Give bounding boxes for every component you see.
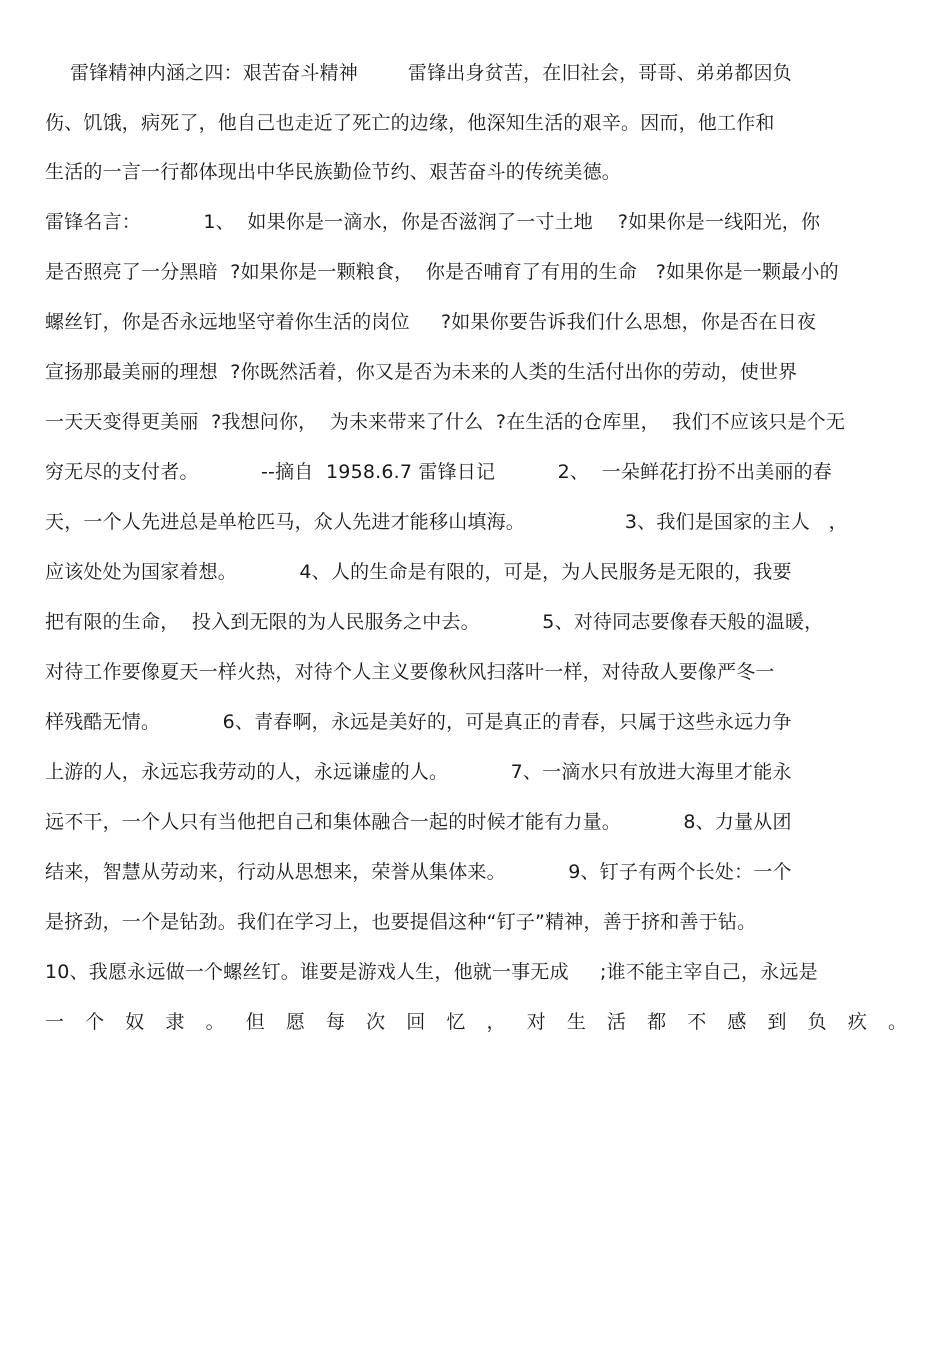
text-char: 不 [687, 1011, 707, 1033]
text-char: 奴 [125, 1011, 145, 1033]
text-char: 但 [245, 1011, 265, 1033]
text-line: 穷无尽的支付者。 --摘自 1958.6.7 雷锋日记 2、 一朵鲜花打扮不出美丽的春 [45, 461, 832, 483]
text-line: 是否照亮了一分黑暗 ?如果你是一颗粮食， 你是否哺育了有用的生命 ?如果你是一颗最小的 [45, 261, 839, 283]
text-line: 结来，智慧从劳动来，行动从思想来，荣誉从集体来。 9、钉子有两个长处：一个 [45, 861, 792, 883]
text-char: 忆 [446, 1011, 466, 1033]
text-line: 伤、饥饿，病死了，他自己也走近了死亡的边缘，他深知生活的艰辛。因而，他工作和 [45, 112, 775, 134]
text-char: 一 [45, 1011, 65, 1033]
text-char: 愿 [285, 1011, 305, 1033]
text-char: 疚 [847, 1011, 867, 1033]
text-char: 生 [566, 1011, 586, 1033]
text-line: 雷锋名言： 1、 如果你是一滴水，你是否滋润了一寸土地 ?如果你是一线阳光，你 [45, 211, 821, 233]
text-char: 到 [767, 1011, 787, 1033]
text-line: 10、我愿永远做一个螺丝钉。谁要是游戏人生，他就一事无成 ;谁不能主宰自己，永远是 [45, 961, 818, 983]
text-char: 回 [406, 1011, 426, 1033]
text-char: 负 [807, 1011, 827, 1033]
text-char: 。 [205, 1011, 225, 1033]
text-line: 样残酷无情。 6、青春啊，永远是美好的，可是真正的青春，只属于这些永远力争 [45, 711, 792, 733]
text-char: 次 [366, 1011, 386, 1033]
text-line: 宣扬那最美丽的理想 ?你既然活着，你又是否为未来的人类的生活付出你的劳动，使世界 [45, 361, 798, 383]
text-line: 把有限的生命， 投入到无限的为人民服务之中去。 5、对待同志要像春天般的温暖， [45, 611, 824, 633]
text-line: 一天天变得更美丽 ?我想问你， 为未来带来了什么 ?在生活的仓库里， 我们不应该只是个无 [45, 411, 846, 433]
text-char: 隶 [165, 1011, 185, 1033]
text-char: 。 [887, 1011, 907, 1033]
text-line: 螺丝钉，你是否永远地坚守着你生活的岗位 ?如果你要告诉我们什么思想，你是否在日夜 [45, 311, 817, 333]
text-char: 都 [647, 1011, 667, 1033]
text-line: 天，一个人先进总是单枪匹马，众人先进才能移山填海。 3、我们是国家的主人 ， [45, 511, 848, 533]
text-line: 应该处处为国家着想。 4、人的生命是有限的，可是，为人民服务是无限的，我要 [45, 561, 792, 583]
text-line: 对待工作要像夏天一样火热，对待个人主义要像秋风扫落叶一样，对待敌人要像严冬一 [45, 661, 775, 683]
text-char: 对 [526, 1011, 546, 1033]
text-line: 上游的人，永远忘我劳动的人，永远谦虚的人。 7、一滴水只有放进大海里才能永 [45, 761, 792, 783]
text-line: 生活的一言一行都体现出中华民族勤俭节约、艰苦奋斗的传统美德。 [45, 161, 622, 183]
text-char: 个 [85, 1011, 105, 1033]
text-line: 远不干，一个人只有当他把自己和集体融合一起的时候才能有力量。 8、力量从团 [45, 811, 792, 833]
text-line: 雷锋精神内涵之四：艰苦奋斗精神 雷锋出身贫苦，在旧社会，哥哥、弟弟都因负 [45, 62, 792, 84]
text-char: 感 [727, 1011, 747, 1033]
text-char: ， [486, 1011, 506, 1033]
text-line-justified [45, 1010, 907, 1034]
text-char: 活 [606, 1011, 626, 1033]
text-line: 是挤劲，一个是钻劲。我们在学习上，也要提倡这种“钉子”精神，善于挤和善于钻。 [45, 911, 757, 933]
text-char: 每 [325, 1011, 345, 1033]
